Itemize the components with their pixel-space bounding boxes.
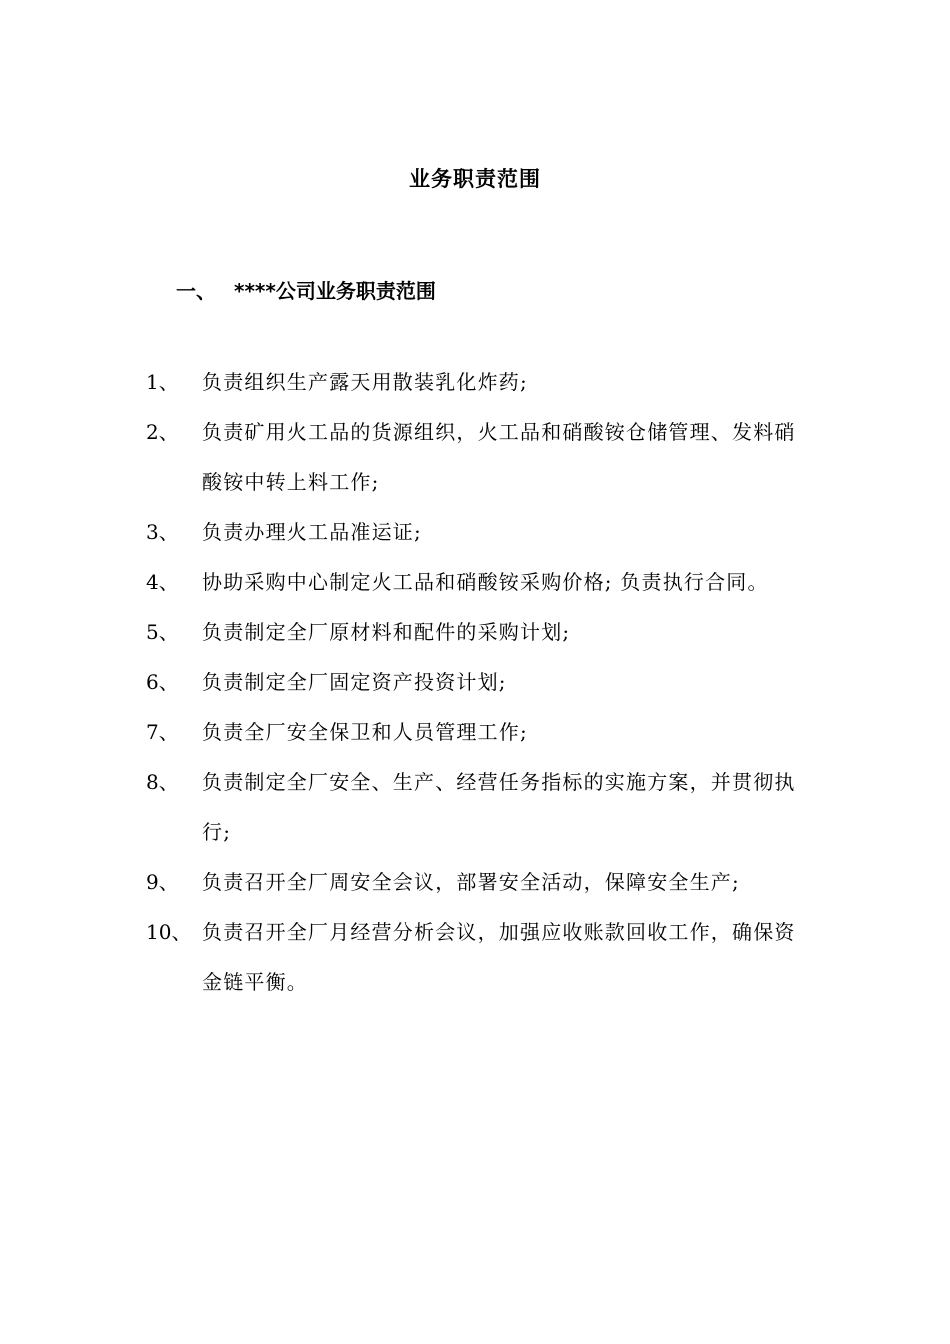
list-item: [146, 357, 816, 407]
list-item-text: 负责矿用火工品的货源组织，火工品和硝酸铵仓储管理、发料硝酸铵中转上料工作;: [202, 420, 796, 494]
list-item-number: 2、: [146, 420, 179, 444]
list-item-text: 负责制定全厂原材料和配件的采购计划;: [202, 620, 571, 644]
list-item-text: 负责召开全厂月经营分析会议，加强应收账款回收工作，确保资金链平衡。: [202, 920, 796, 994]
list-item-number: 4、: [146, 570, 179, 594]
list-item-text: 负责召开全厂周安全会议，部署安全活动，保障安全生产;: [202, 870, 740, 894]
list-item-number: 8、: [146, 770, 179, 794]
list-item: [146, 507, 816, 557]
list-item-number: 3、: [146, 520, 179, 544]
list-item-text: 负责制定全厂安全、生产、经营任务指标的实施方案，并贯彻执行;: [202, 770, 796, 844]
list-item: [146, 757, 816, 857]
list-item-text: 负责全厂安全保卫和人员管理工作;: [202, 720, 528, 744]
section-title: ****公司业务职责范围: [234, 279, 436, 303]
list-item: [146, 907, 816, 1007]
list-item: [146, 607, 816, 657]
list-item-text: 负责组织生产露天用散装乳化炸药;: [202, 370, 528, 394]
list-item: [146, 557, 816, 607]
list-item-number: 10、: [146, 920, 192, 944]
list-item-number: 9、: [146, 870, 179, 894]
list-item: [146, 407, 816, 507]
list-item-number: 6、: [146, 670, 179, 694]
list-item-text: 协助采购中心制定火工品和硝酸铵采购价格; 负责执行合同。: [202, 570, 769, 594]
list-item: [146, 657, 816, 707]
list-item-number: 7、: [146, 720, 179, 744]
responsibility-list: [146, 357, 816, 1007]
list-item: [146, 707, 816, 757]
section-heading: [176, 276, 436, 306]
list-item-number: 1、: [146, 370, 179, 394]
list-item-text: 负责制定全厂固定资产投资计划;: [202, 670, 507, 694]
list-item-text: 负责办理火工品准运证;: [202, 520, 422, 544]
list-item-number: 5、: [146, 620, 179, 644]
section-number: 一、: [176, 279, 216, 303]
list-item: [146, 857, 816, 907]
page-title: 业务职责范围: [409, 167, 541, 191]
